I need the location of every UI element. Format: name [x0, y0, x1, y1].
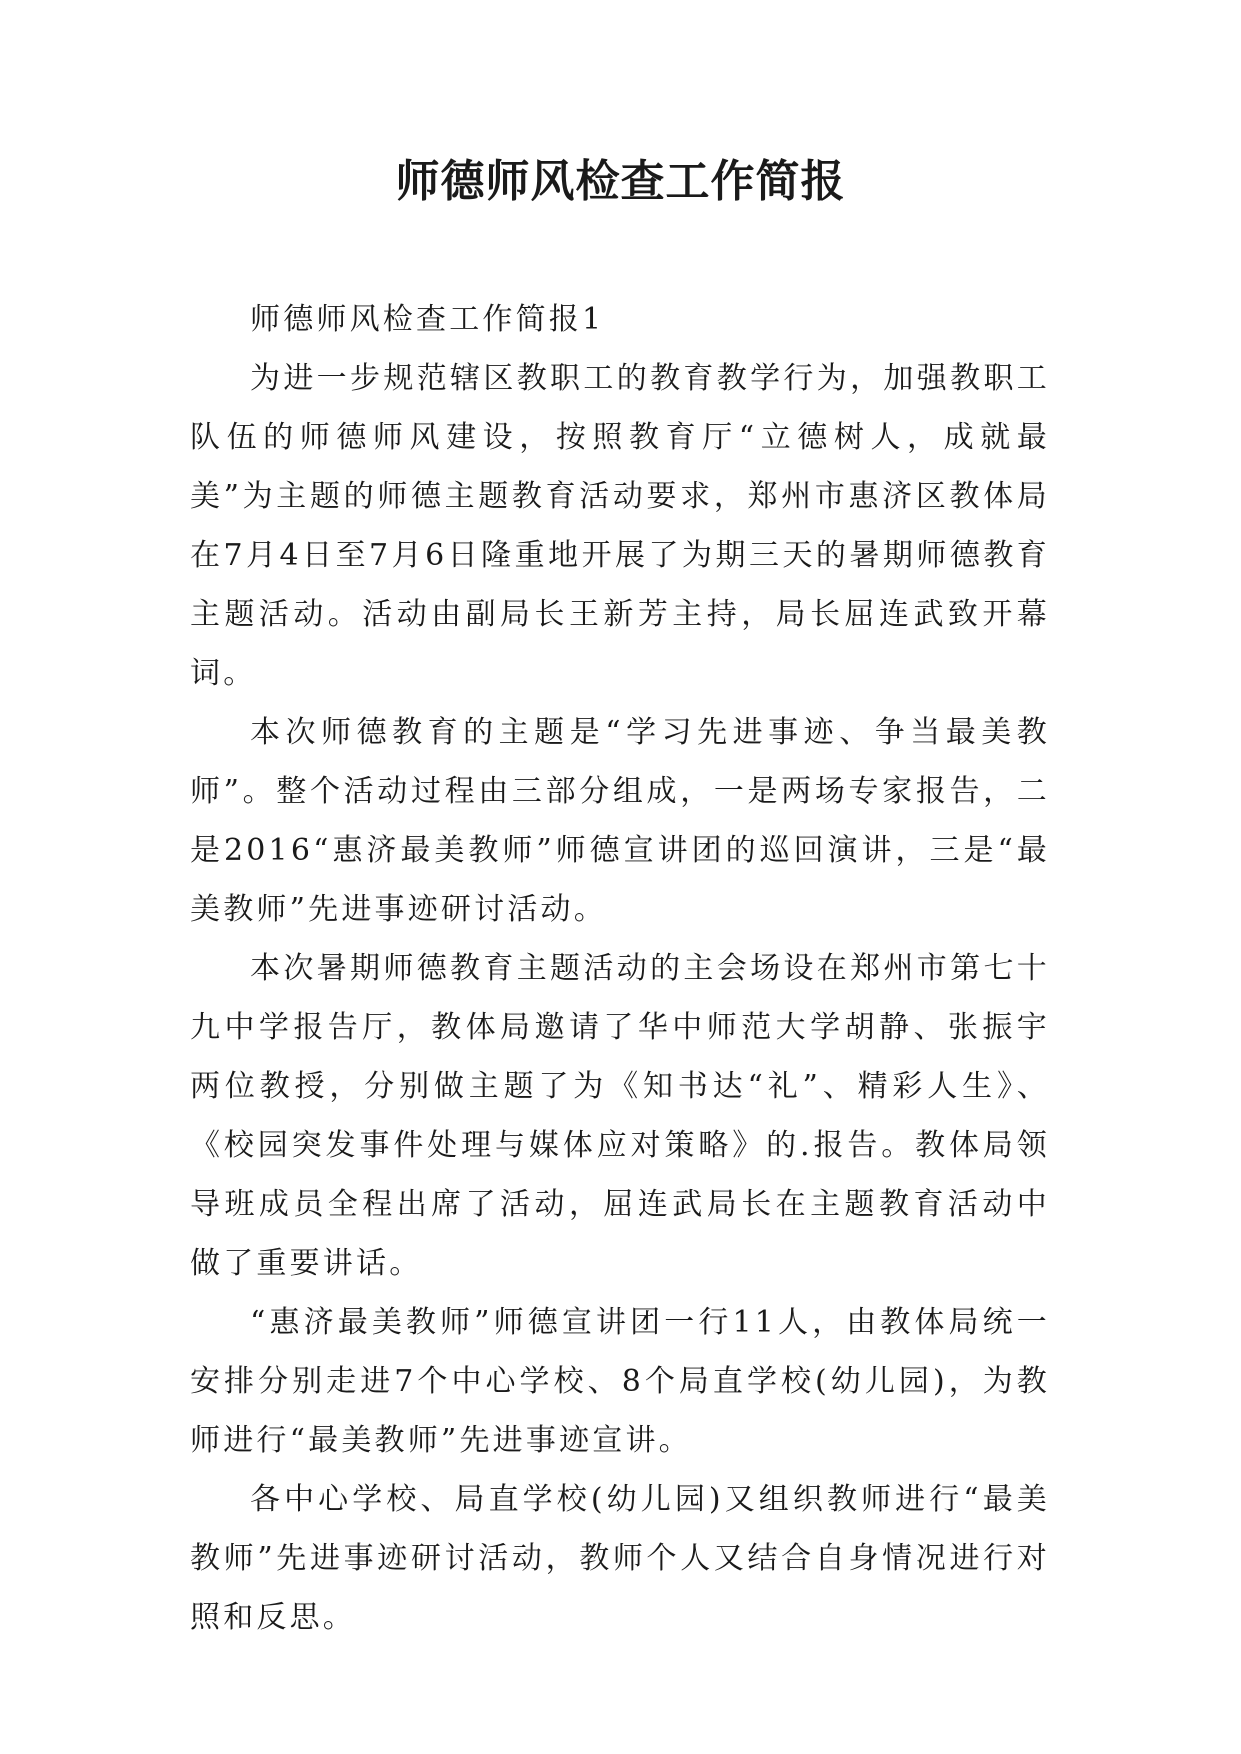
- document-body: [190, 290, 1050, 1647]
- body-paragraph: 为进一步规范辖区教职工的教育教学行为，加强教职工队伍的师德师风建设，按照教育厅“立德树人，成就最美”为主题的师德主题教育活动要求，郑州市惠济区教体局在7月4日至7月6日隆重地开展了为期三天的暑期师德教育主题活动。活动由副局长王新芳主持，局长屈连武致开幕词。: [190, 361, 1050, 691]
- body-paragraph: “惠济最美教师”师德宣讲团一行11人，由教体局统一安排分别走进7个中心学校、8个局直学校(幼儿园)，为教师进行“最美教师”先进事迹宣讲。: [190, 1305, 1050, 1458]
- body-paragraph: 本次暑期师德教育主题活动的主会场设在郑州市第七十九中学报告厅，教体局邀请了华中师范大学胡静、张振宇两位教授，分别做主题了为《知书达“礼”、精彩人生》、《校园突发事件处理与媒体应对策略》的.报告。教体局领导班成员全程出席了活动，屈连武局长在主题教育活动中做了重要讲话。: [190, 951, 1050, 1281]
- document-title: 师德师风检查工作简报: [395, 156, 846, 207]
- body-paragraph: 各中心学校、局直学校(幼儿园)又组织教师进行“最美教师”先进事迹研讨活动，教师个人又结合自身情况进行对照和反思。: [190, 1482, 1050, 1635]
- body-paragraph: 本次师德教育的主题是“学习先进事迹、争当最美教师”。整个活动过程由三部分组成，一是两场专家报告，二是2016“惠济最美教师”师德宣讲团的巡回演讲，三是“最美教师”先进事迹研讨活动。: [190, 715, 1050, 927]
- subtitle-paragraph: 师德师风检查工作简报1: [250, 302, 605, 337]
